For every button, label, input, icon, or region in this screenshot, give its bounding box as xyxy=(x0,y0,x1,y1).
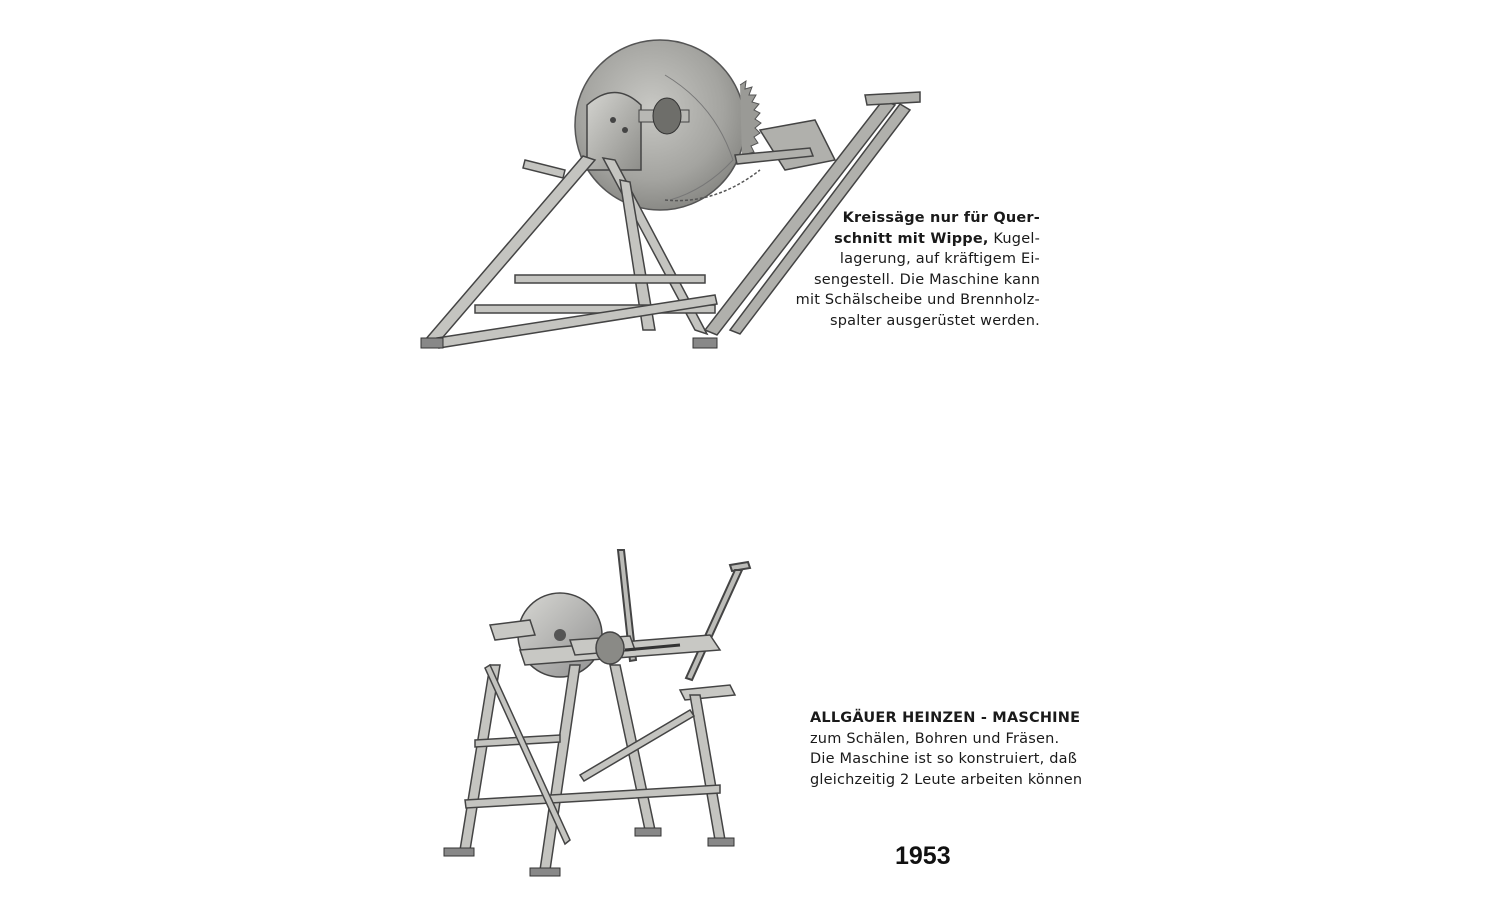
year-label: 1953 xyxy=(895,842,951,870)
blade-guard xyxy=(587,93,641,171)
machine-levers xyxy=(618,550,750,680)
saw-caption-bold-2: schnitt mit Wippe, xyxy=(834,230,989,247)
saw-caption-line-4: sengestell. Die Maschine kann xyxy=(813,271,1040,288)
saw-caption-line-5: mit Schälscheibe und Brennholz- xyxy=(795,292,1040,308)
heinzen-caption-line-1: zum Schälen, Bohren und Fräsen. xyxy=(810,730,1060,747)
heinzen-caption-line-2: Die Maschine ist so konstruiert, daß xyxy=(810,751,1078,767)
circular-saw-caption xyxy=(795,208,1040,331)
heinzen-machine-illustration xyxy=(430,540,760,890)
saw-caption-line-1: Kreissäge nur für Quer- xyxy=(842,210,1040,226)
saw-caption-line-3: lagerung, auf kräftigem Ei- xyxy=(839,251,1040,267)
saw-caption-line-2 xyxy=(795,229,1040,250)
heinzen-machine-caption xyxy=(810,708,1083,790)
heinzen-caption-title: ALLGÄUER HEINZEN - MASCHINE xyxy=(810,710,1081,726)
saw-caption-line-6: spalter ausgerüstet werden. xyxy=(829,312,1040,329)
heinzen-caption-line-3: gleichzeitig 2 Leute arbeiten können xyxy=(810,771,1083,788)
saw-caption-rest-2: Kugel- xyxy=(988,230,1040,247)
